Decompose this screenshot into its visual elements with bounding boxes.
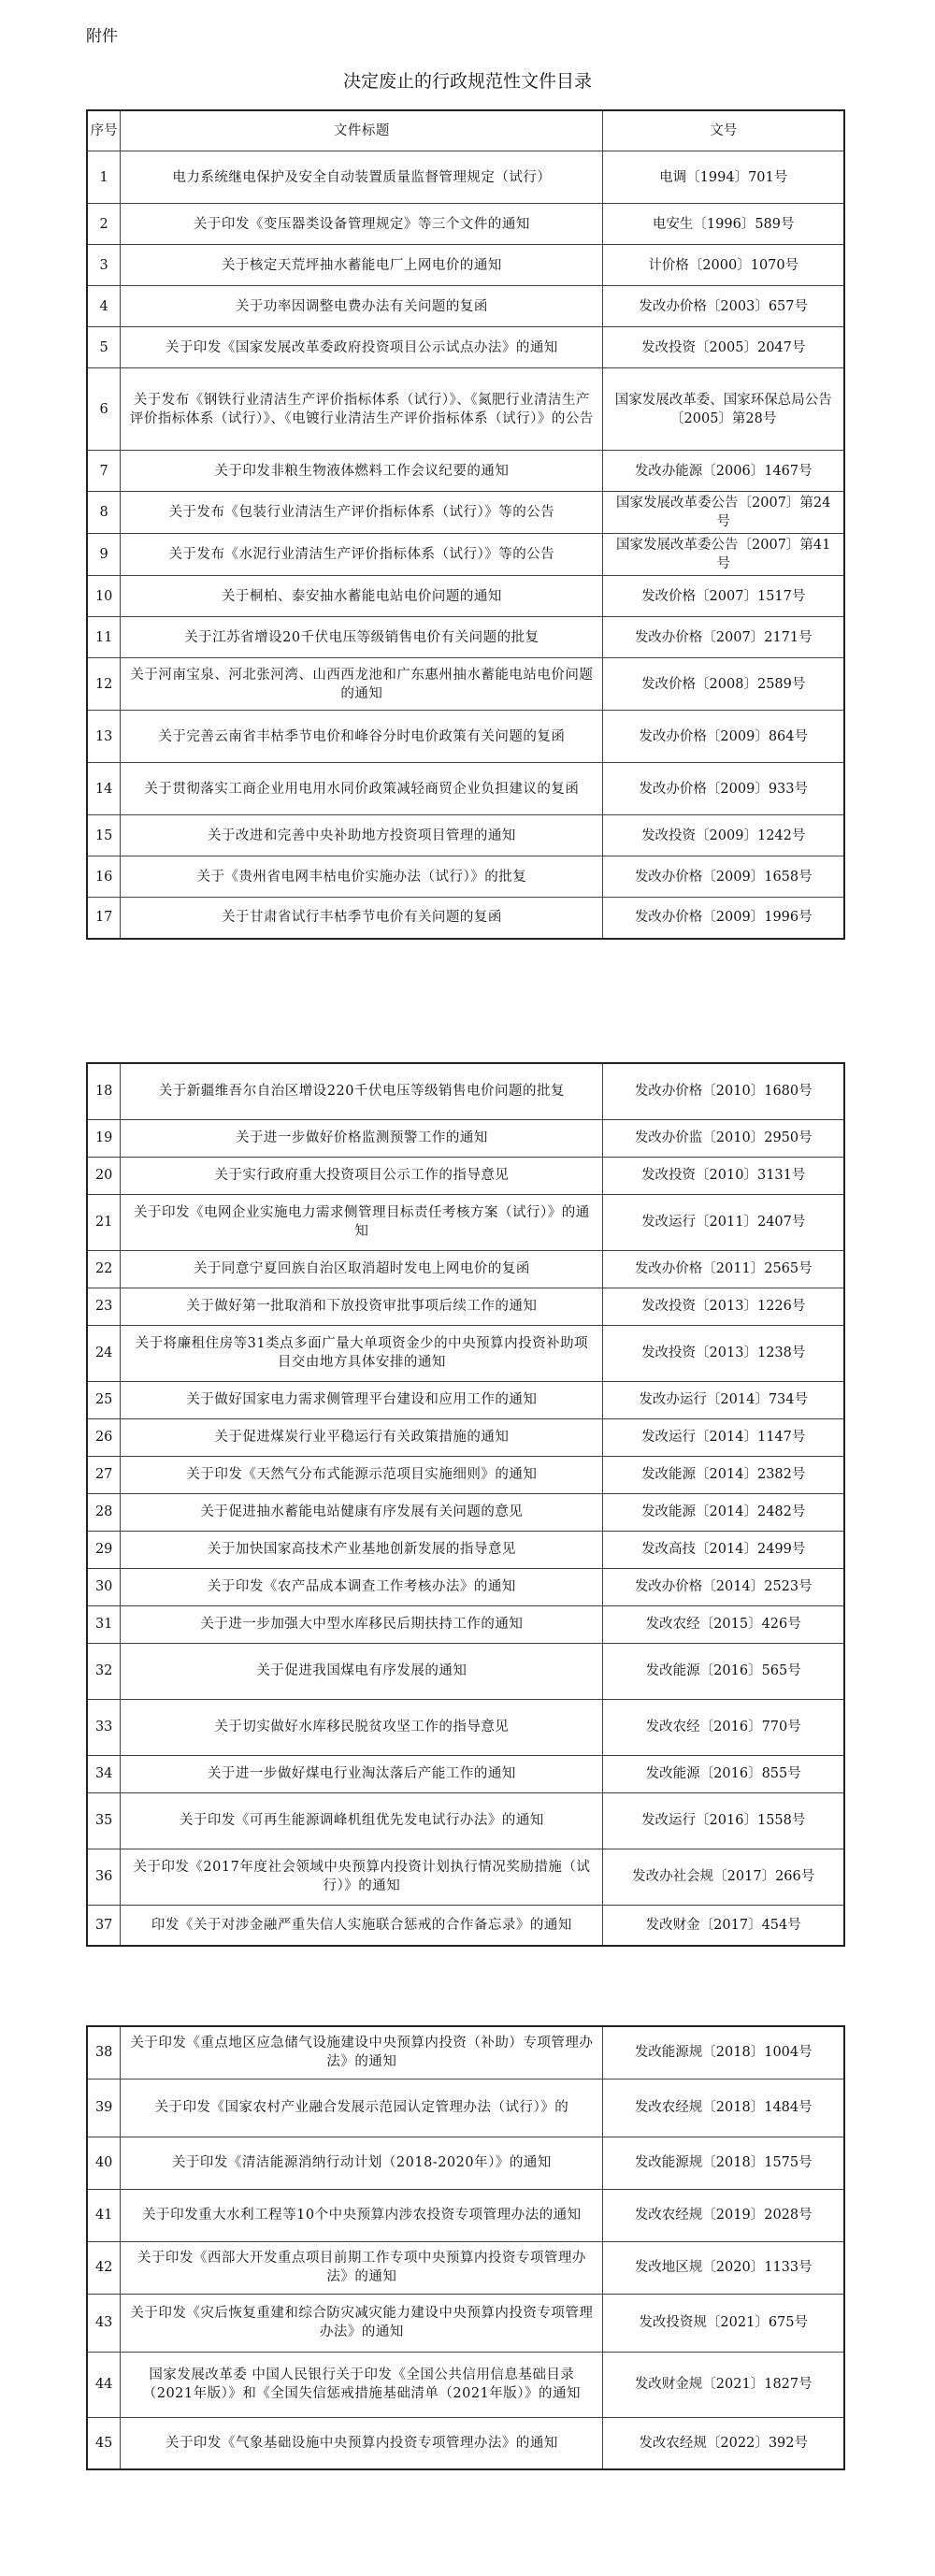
row-number: 11 <box>87 617 121 658</box>
header-num: 序号 <box>87 110 121 151</box>
row-doc-number: 发改农经〔2015〕426号 <box>603 1605 844 1643</box>
row-title: 关于印发《变压器类设备管理规定》等三个文件的通知 <box>121 204 603 245</box>
table-row <box>87 711 844 763</box>
row-doc-number: 电调〔1994〕701号 <box>603 151 844 204</box>
row-number: 26 <box>87 1418 121 1456</box>
table-row <box>87 1194 844 1250</box>
row-doc-number: 发改能源〔2014〕2382号 <box>603 1456 844 1493</box>
row-number: 6 <box>87 368 121 451</box>
row-number: 7 <box>87 451 121 492</box>
document-table-part-1 <box>86 109 845 940</box>
row-title: 关于进一步做好煤电行业淘汰落后产能工作的通知 <box>121 1755 603 1792</box>
row-title: 关于发布《水泥行业清洁生产评价指标体系（试行）》等的公告 <box>121 534 603 576</box>
row-number: 32 <box>87 1643 121 1699</box>
table-row <box>87 1849 844 1905</box>
table-row <box>87 245 844 286</box>
table-row <box>87 1288 844 1325</box>
row-number: 19 <box>87 1119 121 1157</box>
row-number: 10 <box>87 576 121 617</box>
row-title: 关于河南宝泉、河北张河湾、山西西龙池和广东惠州抽水蓄能电站电价问题的通知 <box>121 658 603 711</box>
row-number: 28 <box>87 1493 121 1531</box>
table-row <box>87 658 844 711</box>
row-doc-number: 国家发展改革委公告〔2007〕第24号 <box>603 492 844 534</box>
table-row <box>87 1325 844 1381</box>
row-title: 关于贯彻落实工商企业用电用水同价政策减轻商贸企业负担建议的复函 <box>121 763 603 815</box>
table-row <box>87 1568 844 1605</box>
row-doc-number: 发改价格〔2007〕1517号 <box>603 576 844 617</box>
row-doc-number: 发改能源规〔2018〕1575号 <box>603 2137 844 2189</box>
row-number: 16 <box>87 856 121 898</box>
table-row <box>87 492 844 534</box>
row-title: 关于甘肃省试行丰枯季节电价有关问题的复函 <box>121 898 603 939</box>
row-doc-number: 国家发展改革委、国家环保总局公告〔2005〕第28号 <box>603 368 844 451</box>
row-number: 13 <box>87 711 121 763</box>
row-title: 关于进一步加强大中型水库移民后期扶持工作的通知 <box>121 1605 603 1643</box>
table-row <box>87 286 844 327</box>
row-number: 43 <box>87 2294 121 2352</box>
row-title: 关于改进和完善中央补助地方投资项目管理的通知 <box>121 815 603 856</box>
row-title: 关于印发《天然气分布式能源示范项目实施细则》的通知 <box>121 1456 603 1493</box>
row-doc-number: 发改财金〔2017〕454号 <box>603 1905 844 1946</box>
row-title: 关于印发《国家发展改革委政府投资项目公示试点办法》的通知 <box>121 327 603 368</box>
table-row <box>87 1493 844 1531</box>
row-doc-number: 发改能源〔2014〕2482号 <box>603 1493 844 1531</box>
row-number: 22 <box>87 1250 121 1288</box>
row-number: 25 <box>87 1381 121 1418</box>
table-row <box>87 1605 844 1643</box>
row-number: 2 <box>87 204 121 245</box>
row-number: 34 <box>87 1755 121 1792</box>
row-title: 关于核定天荒坪抽水蓄能电厂上网电价的通知 <box>121 245 603 286</box>
table-row <box>87 898 844 939</box>
document-title: 决定废止的行政规范性文件目录 <box>342 71 592 92</box>
header-doc: 文号 <box>603 110 844 151</box>
row-doc-number: 发改农经规〔2019〕2028号 <box>603 2189 844 2241</box>
table-row <box>87 2417 844 2469</box>
row-title: 关于江苏省增设20千伏电压等级销售电价有关问题的批复 <box>121 617 603 658</box>
row-number: 5 <box>87 327 121 368</box>
table-row <box>87 1905 844 1946</box>
table-row <box>87 576 844 617</box>
table-row <box>87 2026 844 2079</box>
table-row <box>87 2352 844 2417</box>
table-row <box>87 1531 844 1568</box>
table-row <box>87 815 844 856</box>
row-title: 关于印发《气象基础设施中央预算内投资专项管理办法》的通知 <box>121 2417 603 2469</box>
row-doc-number: 发改办价格〔2009〕864号 <box>603 711 844 763</box>
row-title: 关于印发《清洁能源消纳行动计划（2018-2020年）》的通知 <box>121 2137 603 2189</box>
table-row <box>87 1643 844 1699</box>
row-title: 关于印发《灾后恢复重建和综合防灾减灾能力建设中央预算内投资专项管理办法》的通知 <box>121 2294 603 2352</box>
table-row <box>87 1119 844 1157</box>
row-number: 31 <box>87 1605 121 1643</box>
row-title: 关于实行政府重大投资项目公示工作的指导意见 <box>121 1157 603 1194</box>
row-doc-number: 发改地区规〔2020〕1133号 <box>603 2241 844 2294</box>
table-row <box>87 327 844 368</box>
row-title: 关于印发《电网企业实施电力需求侧管理目标责任考核方案（试行）》的通知 <box>121 1194 603 1250</box>
table-row <box>87 763 844 815</box>
row-title: 关于印发《国家农村产业融合发展示范园认定管理办法（试行）》的 <box>121 2079 603 2137</box>
row-title: 关于《贵州省电网丰枯电价实施办法（试行）》的批复 <box>121 856 603 898</box>
row-title: 关于发布《包装行业清洁生产评价指标体系（试行）》等的公告 <box>121 492 603 534</box>
table-row <box>87 451 844 492</box>
row-title: 关于完善云南省丰枯季节电价和峰谷分时电价政策有关问题的复函 <box>121 711 603 763</box>
row-number: 18 <box>87 1063 121 1119</box>
row-number: 38 <box>87 2026 121 2079</box>
row-number: 40 <box>87 2137 121 2189</box>
row-title: 关于印发非粮生物液体燃料工作会议纪要的通知 <box>121 451 603 492</box>
table-row <box>87 1699 844 1755</box>
row-title: 关于新疆维吾尔自治区增设220千伏电压等级销售电价问题的批复 <box>121 1063 603 1119</box>
row-number: 35 <box>87 1792 121 1849</box>
row-doc-number: 发改办价格〔2009〕1996号 <box>603 898 844 939</box>
row-doc-number: 发改投资〔2010〕3131号 <box>603 1157 844 1194</box>
row-number: 45 <box>87 2417 121 2469</box>
row-title: 关于印发《农产品成本调查工作考核办法》的通知 <box>121 1568 603 1605</box>
row-doc-number: 发改价格〔2008〕2589号 <box>603 658 844 711</box>
row-doc-number: 发改办价格〔2003〕657号 <box>603 286 844 327</box>
row-doc-number: 电安生〔1996〕589号 <box>603 204 844 245</box>
row-title: 关于印发《重点地区应急储气设施建设中央预算内投资（补助）专项管理办法》的通知 <box>121 2026 603 2079</box>
row-title: 关于促进煤炭行业平稳运行有关政策措施的通知 <box>121 1418 603 1456</box>
row-title: 关于功率因调整电费办法有关问题的复函 <box>121 286 603 327</box>
table-row <box>87 1755 844 1792</box>
row-title: 关于印发《可再生能源调峰机组优先发电试行办法》的通知 <box>121 1792 603 1849</box>
row-title: 关于加快国家高技术产业基地创新发展的指导意见 <box>121 1531 603 1568</box>
row-doc-number: 发改办价格〔2014〕2523号 <box>603 1568 844 1605</box>
header-title: 文件标题 <box>121 110 603 151</box>
row-doc-number: 发改能源〔2016〕565号 <box>603 1643 844 1699</box>
row-number: 41 <box>87 2189 121 2241</box>
row-title: 关于印发重大水利工程等10个中央预算内涉农投资专项管理办法的通知 <box>121 2189 603 2241</box>
row-number: 39 <box>87 2079 121 2137</box>
row-title: 印发《关于对涉金融严重失信人实施联合惩戒的合作备忘录》的通知 <box>121 1905 603 1946</box>
row-doc-number: 计价格〔2000〕1070号 <box>603 245 844 286</box>
row-doc-number: 发改投资〔2005〕2047号 <box>603 327 844 368</box>
table-row <box>87 1418 844 1456</box>
row-title: 国家发展改革委 中国人民银行关于印发《全国公共信用信息基础目录（2021年版）》和《全国失信惩戒措施基础清单（2021年版）》的通知 <box>121 2352 603 2417</box>
row-title: 关于进一步做好价格监测预警工作的通知 <box>121 1119 603 1157</box>
row-title: 关于印发《2017年度社会领域中央预算内投资计划执行情况奖励措施（试行）》的通知 <box>121 1849 603 1905</box>
table-row <box>87 204 844 245</box>
row-title: 关于将廉租住房等31类点多面广量大单项资金少的中央预算内投资补助项目交由地方具体安排的通知 <box>121 1325 603 1381</box>
row-doc-number: 发改能源〔2016〕855号 <box>603 1755 844 1792</box>
row-title: 关于做好第一批取消和下放投资审批事项后续工作的通知 <box>121 1288 603 1325</box>
row-doc-number: 发改投资〔2013〕1226号 <box>603 1288 844 1325</box>
row-number: 42 <box>87 2241 121 2294</box>
table-row <box>87 1157 844 1194</box>
row-number: 21 <box>87 1194 121 1250</box>
row-title: 关于同意宁夏回族自治区取消超时发电上网电价的复函 <box>121 1250 603 1288</box>
row-doc-number: 发改能源规〔2018〕1004号 <box>603 2026 844 2079</box>
table-row <box>87 617 844 658</box>
row-number: 20 <box>87 1157 121 1194</box>
row-doc-number: 发改运行〔2014〕1147号 <box>603 1418 844 1456</box>
row-title: 关于桐柏、泰安抽水蓄能电站电价问题的通知 <box>121 576 603 617</box>
table-row <box>87 1063 844 1119</box>
table-row <box>87 534 844 576</box>
row-number: 36 <box>87 1849 121 1905</box>
row-doc-number: 发改办价格〔2007〕2171号 <box>603 617 844 658</box>
table-row <box>87 1381 844 1418</box>
row-doc-number: 发改投资〔2013〕1238号 <box>603 1325 844 1381</box>
row-doc-number: 发改投资〔2009〕1242号 <box>603 815 844 856</box>
table-row <box>87 2189 844 2241</box>
row-number: 24 <box>87 1325 121 1381</box>
row-doc-number: 发改财金规〔2021〕1827号 <box>603 2352 844 2417</box>
table-row <box>87 151 844 204</box>
row-number: 37 <box>87 1905 121 1946</box>
table-row <box>87 1250 844 1288</box>
row-number: 44 <box>87 2352 121 2417</box>
row-doc-number: 发改办运行〔2014〕734号 <box>603 1381 844 1418</box>
row-doc-number: 发改农经〔2016〕770号 <box>603 1699 844 1755</box>
row-doc-number: 发改农经规〔2022〕392号 <box>603 2417 844 2469</box>
row-doc-number: 发改办价格〔2009〕933号 <box>603 763 844 815</box>
row-number: 8 <box>87 492 121 534</box>
row-number: 27 <box>87 1456 121 1493</box>
row-doc-number: 发改办社会规〔2017〕266号 <box>603 1849 844 1905</box>
row-doc-number: 发改办价监〔2010〕2950号 <box>603 1119 844 1157</box>
table-row <box>87 2137 844 2189</box>
row-number: 33 <box>87 1699 121 1755</box>
row-number: 4 <box>87 286 121 327</box>
attachment-label: 附件 <box>86 27 118 46</box>
row-number: 30 <box>87 1568 121 1605</box>
row-title: 关于印发《西部大开发重点项目前期工作专项中央预算内投资专项管理办法》的通知 <box>121 2241 603 2294</box>
table-row <box>87 856 844 898</box>
document-table-part-2 <box>86 1062 845 1947</box>
row-doc-number: 发改办能源〔2006〕1467号 <box>603 451 844 492</box>
row-number: 12 <box>87 658 121 711</box>
table-row <box>87 2079 844 2137</box>
row-doc-number: 发改高技〔2014〕2499号 <box>603 1531 844 1568</box>
table-row <box>87 368 844 451</box>
row-title: 关于做好国家电力需求侧管理平台建设和应用工作的通知 <box>121 1381 603 1418</box>
document-table-part-3 <box>86 2025 845 2470</box>
row-title: 电力系统继电保护及安全自动装置质量监督管理规定（试行） <box>121 151 603 204</box>
row-title: 关于促进抽水蓄能电站健康有序发展有关问题的意见 <box>121 1493 603 1531</box>
row-doc-number: 发改运行〔2011〕2407号 <box>603 1194 844 1250</box>
row-doc-number: 发改办价格〔2010〕1680号 <box>603 1063 844 1119</box>
table-row <box>87 2241 844 2294</box>
row-doc-number: 发改办价格〔2011〕2565号 <box>603 1250 844 1288</box>
row-title: 关于促进我国煤电有序发展的通知 <box>121 1643 603 1699</box>
row-number: 15 <box>87 815 121 856</box>
row-number: 1 <box>87 151 121 204</box>
row-title: 关于发布《钢铁行业清洁生产评价指标体系（试行）》、《氮肥行业清洁生产评价指标体系（试行）》、《电镀行业清洁生产评价指标体系（试行）》的公告 <box>121 368 603 451</box>
table-header-row <box>87 110 844 151</box>
table-row <box>87 2294 844 2352</box>
row-doc-number: 发改农经规〔2018〕1484号 <box>603 2079 844 2137</box>
row-title: 关于切实做好水库移民脱贫攻坚工作的指导意见 <box>121 1699 603 1755</box>
table-row <box>87 1456 844 1493</box>
row-number: 3 <box>87 245 121 286</box>
row-doc-number: 发改运行〔2016〕1558号 <box>603 1792 844 1849</box>
row-doc-number: 发改办价格〔2009〕1658号 <box>603 856 844 898</box>
row-number: 14 <box>87 763 121 815</box>
row-number: 17 <box>87 898 121 939</box>
table-row <box>87 1792 844 1849</box>
row-doc-number: 国家发展改革委公告〔2007〕第41号 <box>603 534 844 576</box>
row-number: 29 <box>87 1531 121 1568</box>
row-doc-number: 发改投资规〔2021〕675号 <box>603 2294 844 2352</box>
row-number: 9 <box>87 534 121 576</box>
row-number: 23 <box>87 1288 121 1325</box>
